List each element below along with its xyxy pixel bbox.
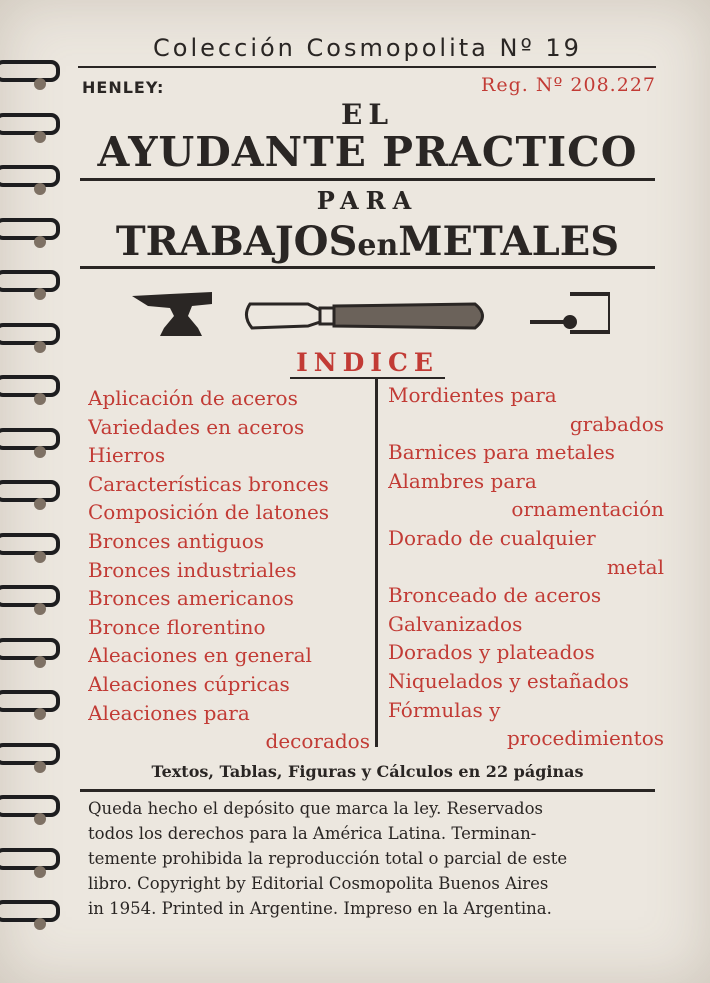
legal-notice [88, 796, 663, 921]
index-item-continuation: ornamentación [511, 497, 664, 522]
index-item: Mordientes para [388, 383, 557, 407]
binding-hole [34, 78, 46, 90]
index-heading-text: INDICE [290, 348, 445, 379]
index-item-continuation: procedimientos [506, 726, 664, 751]
index-item-continuation: grabados [569, 411, 664, 436]
legal-line: libro. Copyright by Editorial Cosmopolita Buenos Aires [88, 874, 549, 893]
binding-hole [34, 813, 46, 825]
anvil-icon [132, 292, 212, 336]
index-item: Bronce florentino [88, 614, 266, 639]
index-item: Dorado de cualquier [388, 525, 596, 550]
spiral-ring [0, 900, 60, 922]
binding-hole [34, 498, 46, 510]
collection-title: Colección Cosmopolita Nº 19 [153, 34, 582, 62]
index-divider [375, 377, 378, 747]
binding-hole [34, 866, 46, 878]
spiral-ring [0, 165, 60, 187]
spiral-ring [0, 743, 60, 765]
contents-rule [80, 789, 655, 792]
registration-number: Reg. Nº 208.227 [481, 74, 656, 96]
spiral-binding [0, 60, 60, 960]
subject-rule [80, 266, 655, 269]
binding-hole [34, 918, 46, 930]
title-rule [80, 178, 655, 181]
index-item: Aleaciones para [88, 700, 250, 725]
index-item: Características bronces [88, 471, 329, 496]
index-item-continuation: decorados [265, 729, 370, 754]
spiral-ring [0, 533, 60, 555]
title-para: PARA [316, 186, 419, 215]
spiral-ring [0, 428, 60, 450]
spiral-ring [0, 375, 60, 397]
index-heading [80, 348, 655, 377]
title-subject [80, 218, 655, 265]
contents-summary: Textos, Tablas, Figuras y Cálculos en 22 páginas [151, 762, 584, 781]
index-item: Aleaciones cúpricas [88, 671, 290, 696]
legal-line: temente prohibida la reproducción total o parcial de este [88, 849, 568, 868]
publisher-name: HENLEY: [82, 78, 165, 97]
binding-hole [34, 551, 46, 563]
legal-line: todos los derechos para la América Latina. Terminan- [88, 824, 537, 843]
binding-hole [34, 393, 46, 405]
index-item: Hierros [88, 443, 166, 468]
title-article: EL [340, 98, 395, 131]
spiral-ring [0, 113, 60, 135]
binding-hole [34, 446, 46, 458]
index-item: Aleaciones en general [88, 643, 312, 668]
title-subject-1: TRABAJOS [115, 218, 358, 265]
index-item: Galvanizados [388, 611, 523, 636]
spiral-ring [0, 795, 60, 817]
header-rule [78, 66, 656, 68]
title-subject-2: en [357, 228, 399, 263]
spiral-ring [0, 848, 60, 870]
binding-hole [34, 183, 46, 195]
index-item: Bronces industriales [88, 557, 297, 582]
spiral-ring [0, 690, 60, 712]
legal-line: in 1954. Printed in Argentine. Impreso en la Argentina. [88, 899, 552, 918]
index-item: Composición de latones [88, 500, 330, 525]
binding-hole [34, 131, 46, 143]
binding-hole [34, 236, 46, 248]
binding-hole [34, 656, 46, 668]
file-icon [246, 304, 482, 328]
binding-hole [34, 341, 46, 353]
legal-line: Queda hecho el depósito que marca la ley. Reservados [88, 799, 544, 818]
spiral-ring [0, 323, 60, 345]
index-right-column [388, 381, 664, 753]
index-item: Variedades en aceros [88, 414, 305, 439]
index-item: Barnices para metales [388, 440, 615, 465]
binding-hole [34, 708, 46, 720]
tools-illustration [130, 282, 610, 342]
binding-hole [34, 761, 46, 773]
binding-hole [34, 288, 46, 300]
title-main: AYUDANTE PRACTICO [97, 128, 638, 176]
spiral-ring [0, 480, 60, 502]
index-item: Dorados y plateados [388, 640, 595, 665]
index-item-continuation: metal [606, 554, 664, 579]
spiral-ring [0, 60, 60, 82]
index-item: Alambres para [388, 468, 537, 493]
title-subject-3: METALES [398, 218, 620, 265]
clamp-icon [530, 294, 610, 332]
index-item: Fórmulas y [388, 697, 501, 722]
spiral-ring [0, 270, 60, 292]
spiral-ring [0, 218, 60, 240]
binding-hole [34, 603, 46, 615]
index-item: Bronces americanos [88, 586, 294, 611]
index-item: Niquelados y estañados [388, 668, 629, 693]
index-left-column [88, 384, 370, 756]
spiral-ring [0, 585, 60, 607]
index-item: Bronces antiguos [88, 528, 265, 553]
index-item: Aplicación de aceros [88, 386, 298, 410]
spiral-ring [0, 638, 60, 660]
index-item: Bronceado de aceros [388, 583, 602, 608]
